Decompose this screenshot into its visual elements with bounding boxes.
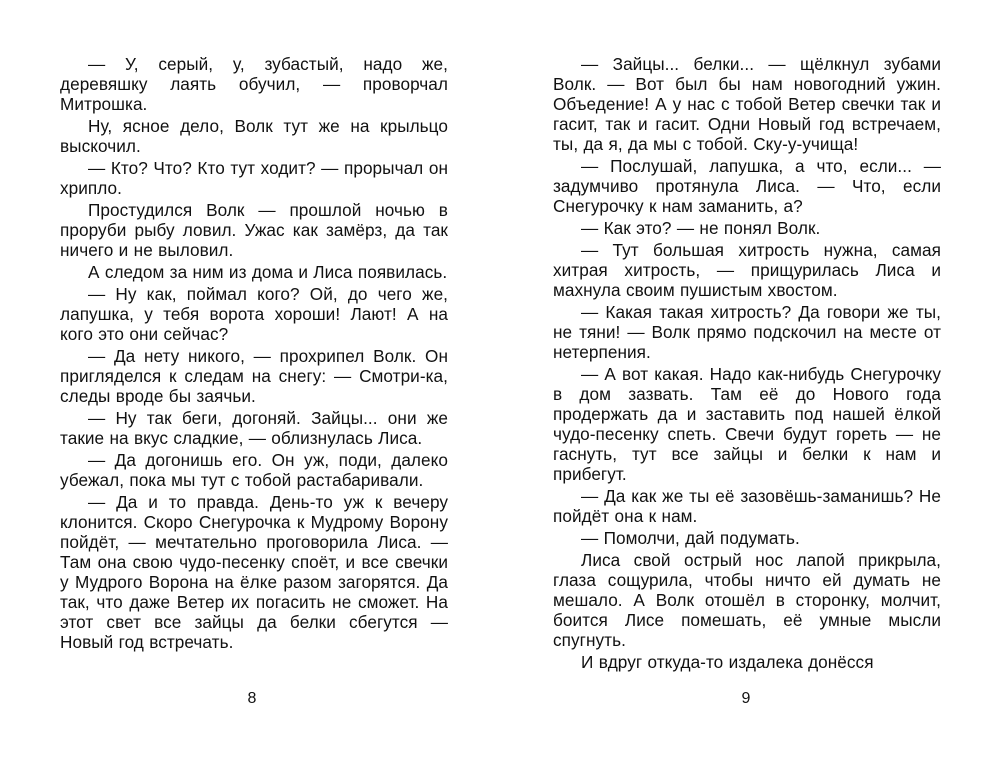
paragraph: — Да как же ты её зазовёшь-заманишь? Не пойдёт она к нам. (553, 486, 941, 526)
paragraph: Лиса свой острый нос лапой прикрыла, глаза сощурила, чтобы ничто ей думать не мешало. А Волк отошёл в сторонку, молчит, боится Лисе помешать, её умные мысли спугнуть. (553, 550, 941, 650)
paragraph: — Зайцы... белки... — щёлкнул зубами Волк. — Вот был бы нам новогодний ужин. Объедение! А у нас с тобой Ветер свечки так и гасит, так и гасит. Одни Новый год встречаем, ты, да я, да мы с тобой. Ску-у-учища! (553, 54, 941, 154)
paragraph: — Как это? — не понял Волк. (581, 218, 821, 238)
paragraph: — Помолчи, дай подумать. (581, 528, 800, 548)
page-number-right: 9 (741, 690, 751, 707)
paragraph: — Какая такая хитрость? Да говори же ты, не тяни! — Волк прямо подскочил на месте от нетерпения. (553, 302, 941, 362)
paragraph: — Тут большая хитрость нужна, самая хитрая хитрость, — прищурилась Лиса и махнула своим пушистым хвостом. (553, 240, 941, 300)
paragraph: — Да и то правда. День-то уж к вечеру клонится. Скоро Снегурочка к Мудрому Ворону пойдёт, — мечтательно проговорила Лиса. — Там она свою чудо-песенку споёт, и все свечки у Мудрого Ворона на ёлке разом загорятся. Да так, что даже Ветер их погасить не сможет. На этот свет все зайцы да белки сбегутся — Новый год встречать. (60, 492, 448, 652)
paragraph: — А вот какая. Надо как-нибудь Снегурочку в дом зазвать. Там её до Нового года продержать да и заставить под нашей ёлкой чудо-песенку спеть. Свечи будут гореть — не гаснуть, тут все зайцы и белки к нам и прибегут. (553, 364, 941, 484)
paragraph: Ну, ясное дело, Волк тут же на крыльцо выскочил. (60, 116, 448, 156)
paragraph: — Да догонишь его. Он уж, поди, далеко убежал, пока мы тут с тобой растабаривали. (60, 450, 448, 490)
paragraph: — У, серый, у, зубастый, надо же, деревяшку лаять обучил, — проворчал Митрошка. (60, 54, 448, 114)
right-page (553, 54, 941, 672)
page-number-left: 8 (247, 690, 257, 707)
paragraph: — Послушай, лапушка, а что, если... — задумчиво протянула Лиса. — Что, если Снегурочку к нам заманить, а? (553, 156, 941, 216)
paragraph: — Кто? Что? Кто тут ходит? — прорычал он хрипло. (60, 158, 448, 198)
paragraph: И вдруг откуда-то издалека донёсся (581, 652, 874, 672)
paragraph: — Ну так беги, догоняй. Зайцы... они же такие на вкус сладкие, — облизнулась Лиса. (60, 408, 448, 448)
paragraph: Простудился Волк — прошлой ночью в проруби рыбу ловил. Ужас как замёрз, да так ничего и не выловил. (60, 200, 448, 260)
paragraph: А следом за ним из дома и Лиса появилась. (88, 262, 448, 282)
left-page (60, 54, 448, 652)
paragraph: — Да нету никого, — прохрипел Волк. Он пригляделся к следам на снегу: — Смотри-ка, следы вроде бы заячьи. (60, 346, 448, 406)
paragraph: — Ну как, поймал кого? Ой, до чего же, лапушка, у тебя ворота хороши! Лают! А на кого это они сейчас? (60, 284, 448, 344)
